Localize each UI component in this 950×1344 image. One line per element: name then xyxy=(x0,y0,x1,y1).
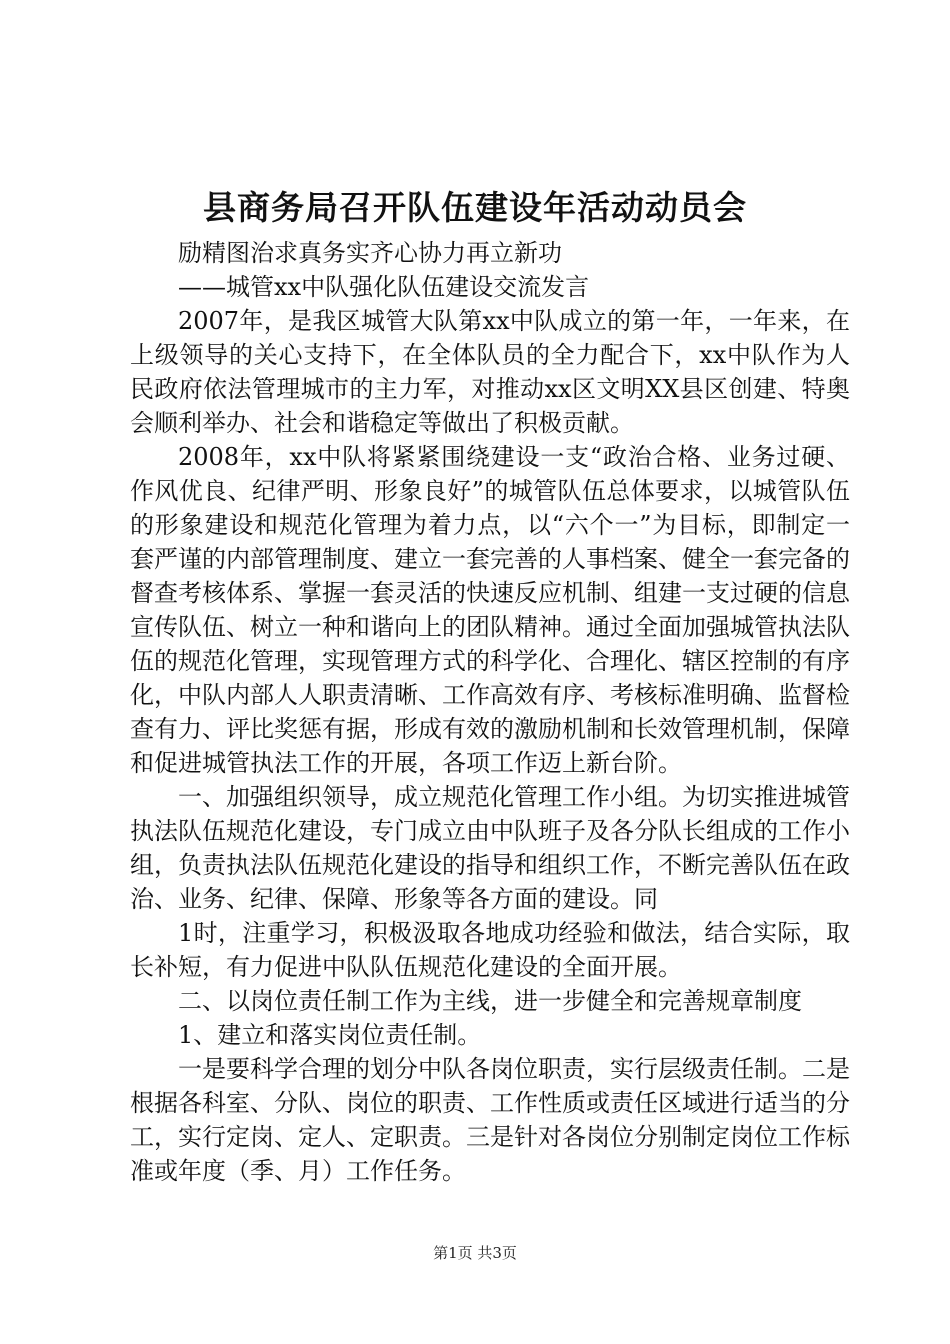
paragraph-section-1-cont: 1时，注重学习，积极汲取各地成功经验和做法，结合实际，取长补短，有力促进中队队伍规范化建设的全面开展。 xyxy=(130,919,850,981)
paragraph-motto: 励精图治求真务实齐心协力再立新功 xyxy=(178,239,562,267)
paragraph-subtitle: ——城管xx中队强化队伍建设交流发言 xyxy=(178,273,590,301)
paragraph-section-1: 一、加强组织领导，成立规范化管理工作小组。为切实推进城管执法队伍规范化建设，专门成立由中队班子及各分队长组成的工作小组，负责执法队伍规范化建设的指导和组织工作，不断完善队伍在政治、业务、纪律、保障、形象等各方面的建设。同 xyxy=(130,783,850,913)
paragraph-item-1: 1、建立和落实岗位责任制。 xyxy=(178,1021,482,1049)
paragraph-2007: 2007年，是我区城管大队第xx中队成立的第一年，一年来，在上级领导的关心支持下，在全体队员的全力配合下，xx中队作为人民政府依法管理城市的主力军，对推动xx区文明XX县区创建、特奥会顺利举办、社会和谐稳定等做出了积极贡献。 xyxy=(130,307,850,437)
document-body xyxy=(130,236,850,1188)
page-footer: 第1页 共3页 xyxy=(433,1244,517,1262)
document-title: 县商务局召开队伍建设年活动动员会 xyxy=(203,188,747,227)
paragraph-section-2: 二、以岗位责任制工作为主线，进一步健全和完善规章制度 xyxy=(178,987,802,1015)
paragraph-item-1-detail: 一是要科学合理的划分中队各岗位职责，实行层级责任制。二是根据各科室、分队、岗位的职责、工作性质或责任区域进行适当的分工，实行定岗、定人、定职责。三是针对各岗位分别制定岗位工作标准或年度（季、月）工作任务。 xyxy=(130,1055,850,1185)
paragraph-2008: 2008年，xx中队将紧紧围绕建设一支“政治合格、业务过硬、作风优良、纪律严明、形象良好”的城管队伍总体要求，以城管队伍的形象建设和规范化管理为着力点，以“六个一”为目标，即制定一套严谨的内部管理制度、建立一套完善的人事档案、健全一套完备的督查考核体系、掌握一套灵活的快速反应机制、组建一支过硬的信息宣传队伍、树立一种和谐向上的团队精神。通过全面加强城管执法队伍的规范化管理，实现管理方式的科学化、合理化、辖区控制的有序化，中队内部人人职责清晰、工作高效有序、考核标准明确、监督检查有力、评比奖惩有据，形成有效的激励机制和长效管理机制，保障和促进城管执法工作的开展，各项工作迈上新台阶。 xyxy=(130,443,850,777)
